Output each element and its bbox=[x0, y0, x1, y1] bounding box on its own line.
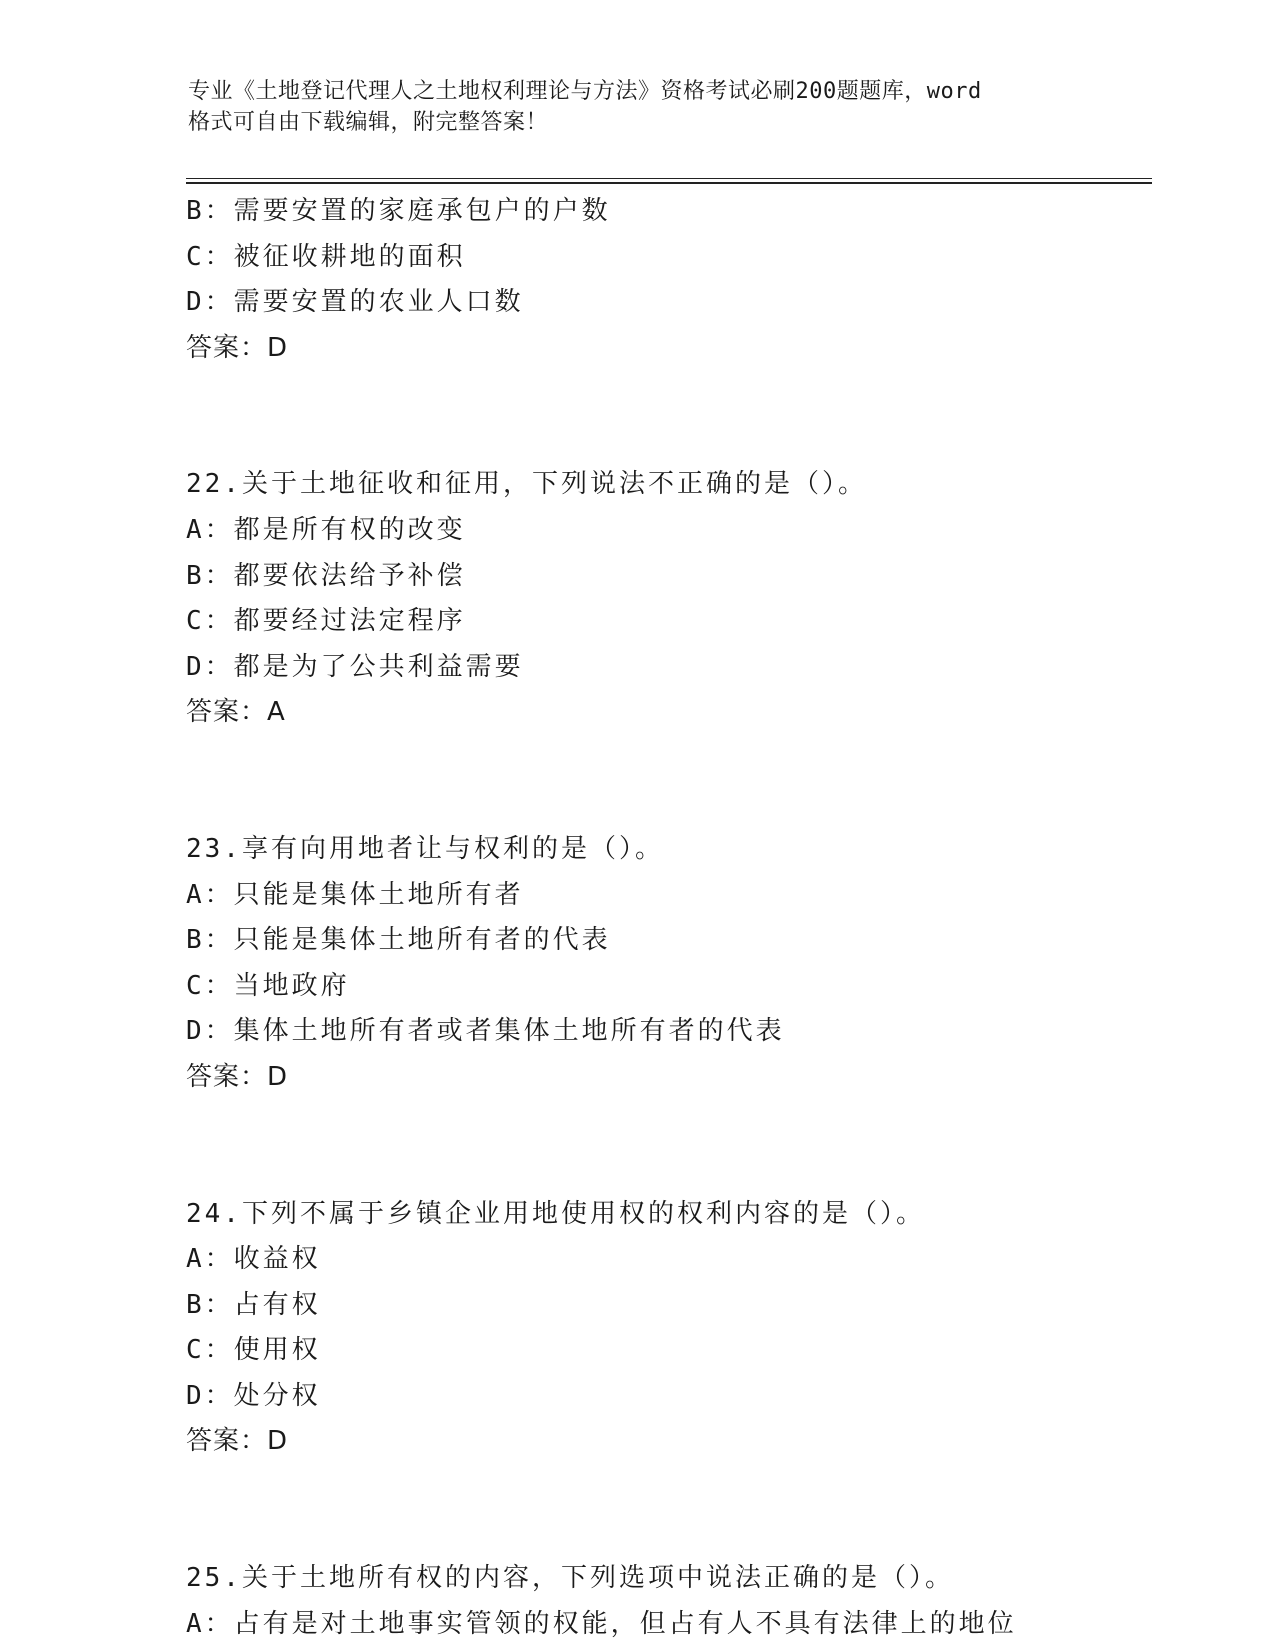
option-c: C：当地政府 bbox=[186, 970, 350, 1001]
header-divider-thick bbox=[186, 182, 1152, 184]
option-c: C：被征收耕地的面积 bbox=[186, 241, 466, 272]
option-c: C：都要经过法定程序 bbox=[186, 606, 466, 637]
answer-line: 答案：D bbox=[186, 1426, 289, 1457]
answer-line: 答案：A bbox=[186, 697, 286, 728]
question-25 bbox=[186, 1556, 1166, 1647]
option-b: B：只能是集体土地所有者的代表 bbox=[186, 925, 611, 956]
question-stem: 22.关于土地征收和征用，下列说法不正确的是（）。 bbox=[186, 469, 867, 500]
question-stem: 25.关于土地所有权的内容，下列选项中说法正确的是（）。 bbox=[186, 1563, 954, 1594]
spacer bbox=[186, 371, 1166, 462]
answer-line: 答案：D bbox=[186, 1061, 289, 1092]
option-b: B：占有权 bbox=[186, 1289, 321, 1320]
option-b: B：需要安置的家庭承包户的户数 bbox=[186, 196, 611, 226]
header-divider-thin bbox=[186, 178, 1152, 179]
option-a: A：只能是集体土地所有者 bbox=[186, 879, 524, 910]
spacer bbox=[186, 1101, 1166, 1192]
spacer bbox=[186, 736, 1166, 827]
question-list bbox=[186, 189, 1166, 1647]
question-stem: 23.享有向用地者让与权利的是（）。 bbox=[186, 833, 664, 864]
option-d: D：需要安置的农业人口数 bbox=[186, 287, 524, 318]
header-title-line-2: 格式可自由下载编辑，附完整答案！ bbox=[188, 110, 549, 135]
option-b: B：都要依法给予补偿 bbox=[186, 560, 466, 591]
question-stem: 24.下列不属于乡镇企业用地使用权的权利内容的是（）。 bbox=[186, 1198, 925, 1229]
question-carryover bbox=[186, 189, 1166, 371]
spacer bbox=[186, 1465, 1166, 1556]
option-d: D：集体土地所有者或者集体土地所有者的代表 bbox=[186, 1016, 785, 1047]
document-header bbox=[188, 76, 1068, 138]
option-c: C：使用权 bbox=[186, 1335, 321, 1366]
header-title-line-1: 专业《土地登记代理人之土地权利理论与方法》资格考试必刷200题题库，word bbox=[188, 79, 982, 104]
option-d: D：都是为了公共利益需要 bbox=[186, 651, 524, 682]
option-a: A：占有是对土地事实管领的权能，但占有人不具有法律上的地位 bbox=[186, 1608, 1017, 1639]
question-23 bbox=[186, 827, 1166, 1101]
option-a: A：收益权 bbox=[186, 1244, 321, 1275]
question-24 bbox=[186, 1192, 1166, 1466]
option-a: A：都是所有权的改变 bbox=[186, 514, 466, 545]
answer-line: 答案：D bbox=[186, 332, 289, 363]
question-22 bbox=[186, 462, 1166, 736]
option-d: D：处分权 bbox=[186, 1380, 321, 1411]
